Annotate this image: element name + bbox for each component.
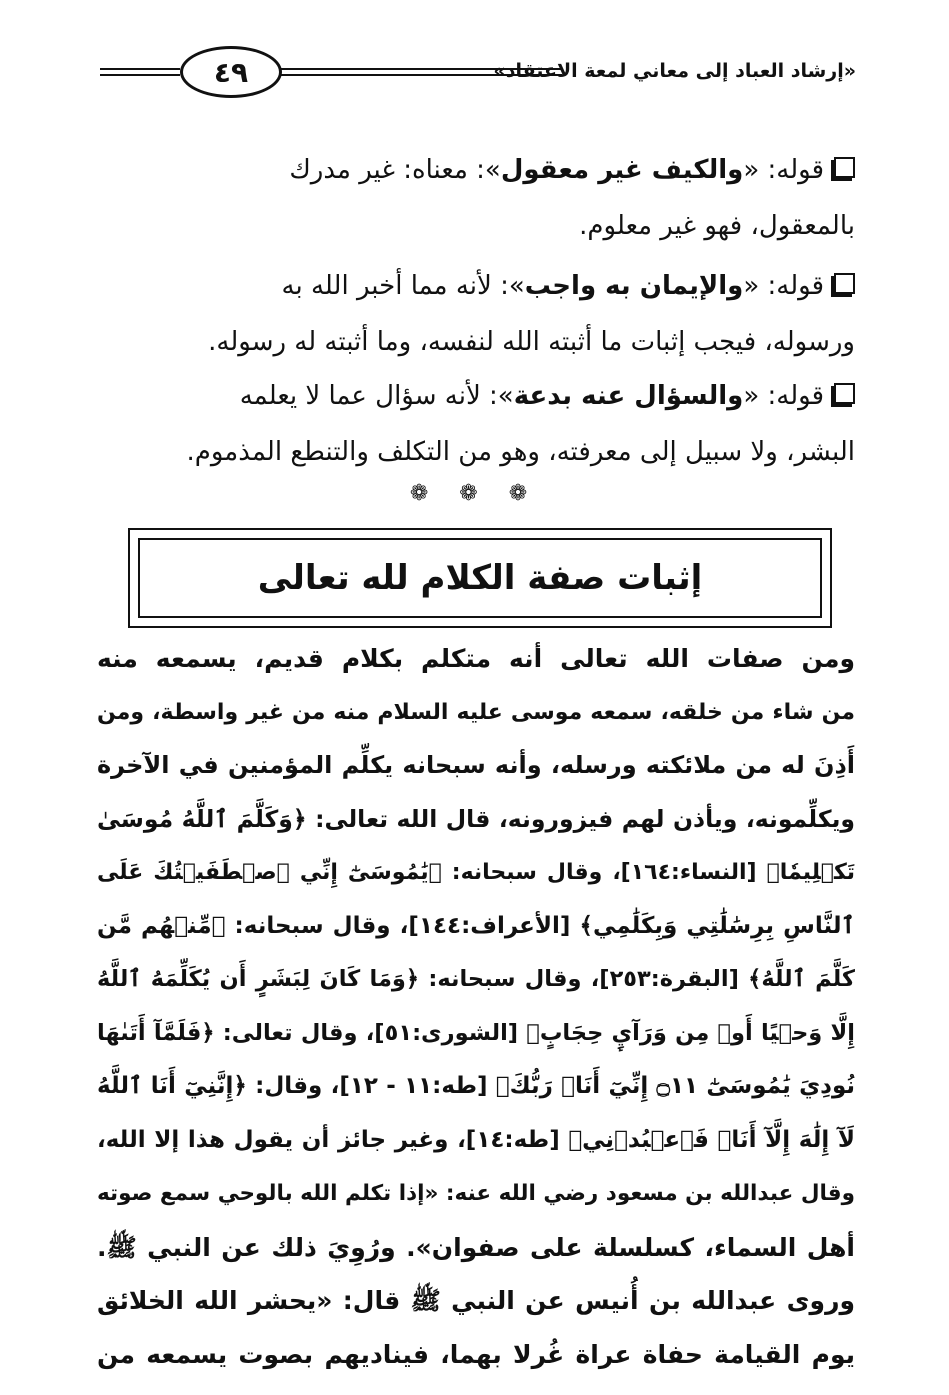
section-title-frame bbox=[128, 528, 832, 628]
main-line: أهل السماء، كسلسلة على صفوان». ورُوِيَ ذلك عن النبي ﷺ. bbox=[97, 1232, 855, 1262]
main-line: ويكلِّمونه، ويأذن لهم فيزورونه، قال الله تعالى: ﴿وَكَلَّمَ ٱللَّهُ مُوسَىٰ bbox=[97, 804, 855, 833]
main-line: ٱلنَّاسِ بِرِسَٰلَٰتِي وَبِكَلَٰمِي﴾ [الأعراف:١٤٤]، وقال سبحانه: ﴿مِّنۡهُم مَّن bbox=[97, 912, 855, 939]
main-line: وقال عبدالله بن مسعود رضي الله عنه: «إذا تكلم الله بالوحي سمع صوته bbox=[97, 1181, 855, 1206]
note-quote: والإيمان به واجب bbox=[524, 271, 744, 301]
note-2 bbox=[99, 258, 855, 370]
main-line: وروى عبدالله بن أُنيس عن النبي ﷺ قال: «يحشر الله الخلائق bbox=[97, 1286, 855, 1315]
note-quote: والكيف غير معقول bbox=[500, 155, 744, 185]
note-prefix: قوله: « bbox=[743, 381, 824, 411]
page-header bbox=[100, 44, 856, 106]
main-line: نُودِيَ يَٰمُوسَىٰٓ ۝١١ إِنِّيٓ أَنَا۠ رَبُّكَ﴾ [طه:١١ - ١٢]، وقال: ﴿إِنَّنِيٓ أَنَا ٱللَّهُ bbox=[97, 1073, 856, 1099]
main-line: من شاء من خلقه، سمعه موسى عليه السلام منه من غير واسطة، ومن bbox=[97, 699, 855, 725]
checkbox-bullet-icon bbox=[834, 273, 855, 294]
note-1-line-2: بالمعقول، فهو غير معلوم. bbox=[579, 211, 855, 241]
header-rule-left-bottom bbox=[100, 74, 180, 76]
note-3-line-1 bbox=[99, 368, 855, 424]
header-rule-left-top bbox=[100, 68, 180, 70]
checkbox-bullet-icon bbox=[834, 383, 855, 404]
running-title: «إرشاد العباد إلى معاني لمعة الاعتقاد» bbox=[493, 60, 856, 82]
note-1-line-1 bbox=[99, 142, 855, 198]
note-3 bbox=[99, 368, 855, 480]
note-quote: والسؤال عنه بدعة bbox=[513, 381, 744, 411]
main-line: ومن صفات الله تعالى أنه متكلم بكلام قديم، يسمعه منه bbox=[97, 644, 855, 673]
section-title-inner-frame bbox=[138, 538, 822, 618]
note-3-line-2: البشر، ولا سبيل إلى معرفته، وهو من التكلف والتنطع المذموم. bbox=[186, 437, 855, 467]
note-suffix: »: لأنه مما أخبر الله به bbox=[281, 271, 525, 301]
section-separator: ❁ ❁ ❁ bbox=[409, 481, 540, 506]
main-line: يوم القيامة حفاة عراة غُرلا بهما، فيناديهم بصوت يسمعه من bbox=[97, 1339, 855, 1369]
main-line: أَذِنَ له من ملائكته ورسله، وأنه سبحانه يكلِّم المؤمنين في الآخرة bbox=[97, 751, 855, 779]
checkbox-bullet-icon bbox=[834, 157, 855, 178]
main-line: تَكۡلِيمٗا﴾ [النساء:١٦٤]، وقال سبحانه: ﴿يَٰمُوسَىٰٓ إِنِّي ٱصۡطَفَيۡتُكَ عَلَى bbox=[97, 860, 855, 885]
main-line: إِلَّا وَحۡيًا أَوۡ مِن وَرَآيِٕ حِجَابٍ﴾ [الشورى:٥١]، وقال تعالى: ﴿فَلَمَّآ أَتَىٰهَا bbox=[97, 1019, 855, 1046]
page-number: ٤٩ bbox=[180, 46, 282, 98]
note-suffix: »: لأنه سؤال عما لا يعلمه bbox=[239, 381, 514, 411]
main-line: لَآ إِلَٰهَ إِلَّآ أَنَا۠ فَٱعۡبُدۡنِي﴾ [طه:١٤]، وغير جائز أن يقول هذا إلا الله، bbox=[97, 1126, 856, 1153]
main-line: كَلَّمَ ٱللَّهُ﴾ [البقرة:٢٥٣]، وقال سبحانه: ﴿وَمَا كَانَ لِبَشَرٍ أَن يُكَلِّمَهُ ٱللَّهُ bbox=[97, 966, 856, 992]
section-title: إثبات صفة الكلام لله تعالى bbox=[257, 558, 703, 598]
note-prefix: قوله: « bbox=[743, 271, 824, 301]
note-suffix: »: معناه: غير مدرك bbox=[289, 155, 501, 185]
note-2-line-2: ورسوله، فيجب إثبات ما أثبته الله لنفسه، وما أثبته له رسوله. bbox=[208, 327, 855, 357]
note-1 bbox=[99, 142, 855, 254]
main-text bbox=[97, 632, 855, 1381]
note-2-line-1 bbox=[99, 258, 855, 314]
note-prefix: قوله: « bbox=[743, 155, 824, 185]
